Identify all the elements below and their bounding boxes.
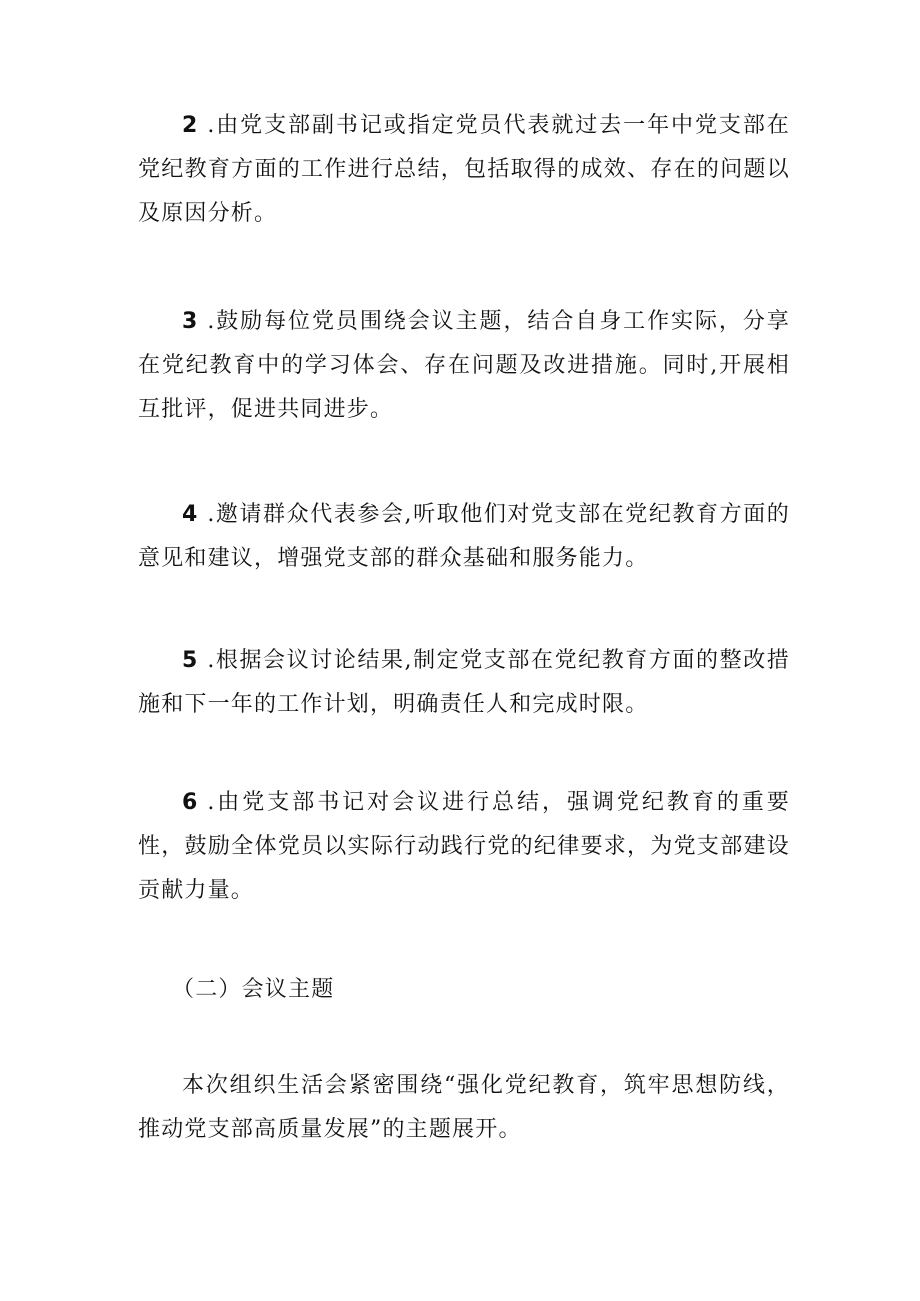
list-item-text: .根据会议讨论结果,制定党支部在党纪教育方面的整改措施和下一年的工作计划，明确责任人和完成时限。 (138, 648, 790, 717)
list-item-number: 4 (182, 502, 198, 527)
list-item-text: .鼓励每位党员围绕会议主题，结合自身工作实际，分享在党纪教育中的学习体会、存在问题及改进措施。同时,开展相互批评，促进共同进步。 (138, 309, 790, 422)
list-item-6 (138, 781, 790, 913)
section-heading: （二）会议主题 (172, 977, 335, 1002)
list-item-number: 5 (182, 648, 198, 673)
list-item-2 (138, 104, 790, 236)
list-item-5 (138, 639, 790, 727)
list-item-text: .邀请群众代表参会,听取他们对党支部在党纪教育方面的意见和建议，增强党支部的群众基础和服务能力。 (138, 502, 790, 571)
list-item-text: .由党支部副书记或指定党员代表就过去一年中党支部在党纪教育方面的工作进行总结，包括取得的成效、存在的问题以及原因分析。 (138, 113, 790, 226)
closing-paragraph: 本次组织生活会紧密围绕“强化党纪教育，筑牢思想防线，推动党支部高质量发展”的主题展开。 (138, 1073, 790, 1142)
list-item-number: 2 (182, 113, 198, 138)
list-item-text: .由党支部书记对会议进行总结，强调党纪教育的重要性，鼓励全体党员以实际行动践行党的纪律要求，为党支部建设贡献力量。 (138, 790, 790, 903)
list-item-4 (138, 493, 790, 581)
list-item-number: 3 (182, 309, 198, 334)
list-item-number: 6 (182, 790, 198, 815)
list-item-3 (138, 300, 790, 432)
